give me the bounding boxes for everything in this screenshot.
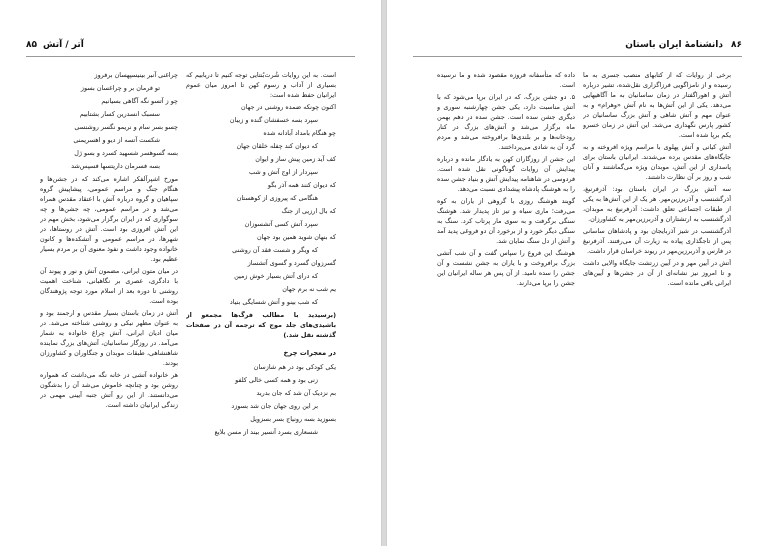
- verse-line: شسعاری بسرد آنسیر بیند از مسن بلایع: [214, 428, 318, 436]
- verse-line: که شب بینو و آتش شسایگی بنیاد: [229, 298, 318, 306]
- verse-line: یکی کودکی بود در هم شازسان: [253, 363, 336, 371]
- paragraph: داده که متأسفانه فروزه مقصود شده و ما نرسیده است.: [437, 71, 575, 89]
- right-page-right-column: [583, 70, 731, 540]
- paragraph: گویند هوشنگ روزی با گروهی از یاران به کوه می‌رفت؛ ماری سیاه و تیز تاز پدیدار شد. هوشنگ سنگی برگرفت و به سوی مار پرتاب کرد. سنگ به سنگی دیگر خورد و از برخورد آن دو فروغی پدید آمد و آتش از دل سنگ نمایان شد.: [437, 197, 575, 245]
- right-page: [386, 0, 768, 546]
- verse-line: چو ز آتسو نگه آگاهی بسیانیم: [101, 97, 178, 105]
- paragraph: هر خانواده آتشی در خانه نگه می‌داشت که همواره روشن بود و چنانچه خاموش می‌شد آن را بدشگون می‌دانستند. از این رو آتش جنبه آیینی مهمی در زندگی ایرانیان داشته است.: [40, 371, 178, 409]
- paragraph: ۵. دو جشن بزرگ، که در ایران برپا می‌شود که با آتش مناسبت دارد، یکی جشن چهارشنبه سوری و دیگری جشن سده است. جشن سده در دهم بهمن ماه برگزار می‌شد و آتش‌های بزرگ در کنار رودخانه‌ها و بر بلندی‌ها برافروخته می‌شد و مردم گرد آن به شادی می‌پرداختند.: [437, 93, 575, 151]
- paragraph: (برسیدید با مطالب فرگ‌ها مجمعو از باشیدی‌های جلد موج که ترجمه آن در صفحات گذشته نقل شد.): [186, 311, 336, 339]
- verse-line: بر این روی جهان جان شد بسوزد: [231, 402, 318, 410]
- verse-line: که بنهان شوید همین بود جهان: [256, 233, 336, 241]
- verse-line: سپرد آتش کسی آتشسوزان: [244, 220, 318, 228]
- left-page-number: ۸۵: [26, 40, 37, 50]
- left-page-header: [26, 40, 355, 57]
- paragraph: سه آتش بزرگ در ایران باستان بود: آذرفرنبغ، آذرگشنسب و آذربرزین‌مهر. هر یک از این آتش‌ها به یکی از طبقات اجتماعی تعلق داشت: آذرفرنبغ به موبدان، آذرگشنسب به ارتشتاران و آذربرزین‌مهر به کشاورزان.: [583, 185, 731, 223]
- verse-line: بسوزید بسه رونیاج بسر بسزویل: [250, 415, 336, 423]
- left-page: [0, 0, 382, 546]
- paragraph: این جشن از روزگاران کهن به یادگار مانده و درباره پیدایش آن روایات گوناگونی نقل شده است. فردوسی در شاهنامه پیدایش آتش و بنیاد جشن سده را به هوشنگ پادشاه پیشدادی نسبت می‌دهد.: [437, 155, 575, 193]
- section-subheading: در معجرات چرخ: [283, 349, 336, 357]
- verse-line: چراغنی آنبر بینیسپهسان برفروز: [94, 71, 178, 79]
- right-page-running-title: دانشنامهٔ ایران باستان: [625, 40, 723, 50]
- verse-line: تو فرمان بر و چراغسان بسوز: [80, 84, 160, 92]
- paragraph: برخی از روایات که از کتابهای منصب جسری به ما رسیده و از نامزاگویی فرزاگزاری نقل‌شده، تشیر درباره آتش و اهوراگفتار در زمان ساسانیان به ما آگاهیهایی می‌دهد. یکی از این آتش‌ها به نام آتش «وهرام» و به عنوان مهم و آتش شاهی و آتش بزرگ ساسانیان در کشور پارس نگهداری می‌شد. این آتش در زمان خسرو یکم برپا شده است.: [583, 71, 731, 139]
- verse-line: بم نزدیک آن شد که جان بدرید: [256, 389, 336, 397]
- verse-line: هنگامی که پیروزی از کوهستان: [236, 194, 318, 202]
- verse-line: چسو بسر سام و نریمو نگسر روشنسی: [74, 123, 178, 131]
- verse-line: زنی بود و همه کسی خالی کلفو: [235, 376, 318, 384]
- left-page-left-column: [40, 70, 178, 540]
- paragraph: هوشنگ این فروغ را سپاس گفت و آن شب آتشی بزرگ برافروخت و با یاران به جشن نشست و آن جشن را سده نامید. از آن پس هر ساله ایرانیان این جشن را برپا می‌دارند.: [437, 249, 575, 287]
- verse-line: گسرزوان گسرد و گسوی آتشساز: [247, 259, 336, 267]
- paragraph: آتش کیانی و آتش پهلوی با مراسم ویژه افروخته و به جایگاه‌های مقدس برده می‌شدند. ایرانیان باستان برای پاسداری از این آتش، موبدان ویژه می‌گماشتند و آنان شب و روز بر آن نظارت داشتند.: [583, 143, 731, 181]
- paragraph: مورخ اشپرآلفکر اشاره می‌کند که در جشن‌ها و هنگام جنگ و مراسم عمومی، پیشاپیش گروه سپاهیان و گروه درباره آتش با اعتقاد مقدس همراه می‌شد و در مراسم عمومی، چه جشن‌ها و چه سوگواری که در ایران برگزار می‌شود، بخش مهم در این آتش افروزی بود است. آتش در روستاها، در شهرها، در مراسم عمومی و آتشکده‌ها و کانون خانواده وجود داشت و نفوذ معنوی آن بر مردم بسیار عظیم بود.: [40, 175, 178, 263]
- verse-line: اکنون چونکه ضمده روشنی در جهان: [241, 103, 336, 111]
- verse-line: که درای آتش بسیار خوش زمین: [234, 272, 318, 280]
- right-page-left-column: [437, 70, 575, 540]
- verse-line: سپرد بسه خسفشان گنده و زیبان: [229, 116, 318, 124]
- paragraph: آذرگشنسب در شیز آذربایجان بود و پادشاهان ساسانی پس از تاجگذاری پیاده به زیارت آن می‌رفتند. آذرفرنبغ در فارس و آذربرزین‌مهر در ریوند خراسان قرار داشت.: [583, 227, 731, 255]
- verse-line: سسبک انسدرین کسار بشتابیم: [79, 110, 160, 118]
- verse-line: بسه فسرمان داریتسها فسپس‌شد: [71, 162, 160, 170]
- verse-line: که دیوان کند چفله خلقان جهان: [236, 142, 318, 150]
- paragraph: آتش در آیین مهر و در آیین زرتشت جایگاه والایی داشت و تا امروز نیز نشانه‌ای از آن در جشن‌ها و آیین‌های ایرانی باقی مانده است.: [583, 259, 731, 287]
- verse-line: شکست آتسه از دیو و اهسریمنی: [73, 136, 160, 144]
- verse-line: یم شب نه برم جهان: [282, 285, 336, 293]
- left-page-right-column: [186, 70, 336, 540]
- verse-line: که ویگر و شست فقد آن روشنی: [232, 246, 318, 254]
- verse-line: که بال ارزیی از جنگ: [281, 207, 336, 215]
- paragraph: است. به این روایات شُرت‌بُنتایی توجه کنیم تا دریابیم که بسیاری از آداب و رسوم کهن تا امروز میان عموم ایرانیان حفظ شده است:: [186, 71, 336, 99]
- paragraph: آتش در زمان باستان بسیار مقدس و ارجمند بود و به عنوان مظهر نیکی و روشنی شناخته می‌شد. در میان ادیان ایرانی، آتش چراغ خانواده به شمار می‌آمد. در روزگار ساسانیان، آتش‌های بزرگ نماینده شاهنشاهی، طبقات موبدان و جنگاوران و کشاورزان بودند.: [40, 309, 178, 367]
- right-page-header: [413, 40, 742, 57]
- verse-line: چو هنگام بامداد آبادانه شده: [263, 129, 336, 137]
- verse-line: سپردار از اوج آتش و شب: [249, 168, 318, 176]
- left-page-running-title: آتر / آتش: [43, 40, 84, 50]
- paragraph: در میان متون ایرانی، مضمون آتش و نور و پیوند آن با دادگری، عصری بر نگاهبانی، شناخت اهمیت روشنی تا دوره بعد از اسلام مورد توجه پژوهندگان بوده است.: [40, 267, 178, 305]
- right-page-number: ۸۶: [731, 40, 742, 50]
- verse-line: بسه گسوهسر شسهید کسرد و بسو ژل: [74, 149, 178, 157]
- verse-line: کف آید زمین پیش ساز و ایوان: [255, 155, 336, 163]
- verse-line: که دیوان کنند همه آذر بگو: [267, 181, 336, 189]
